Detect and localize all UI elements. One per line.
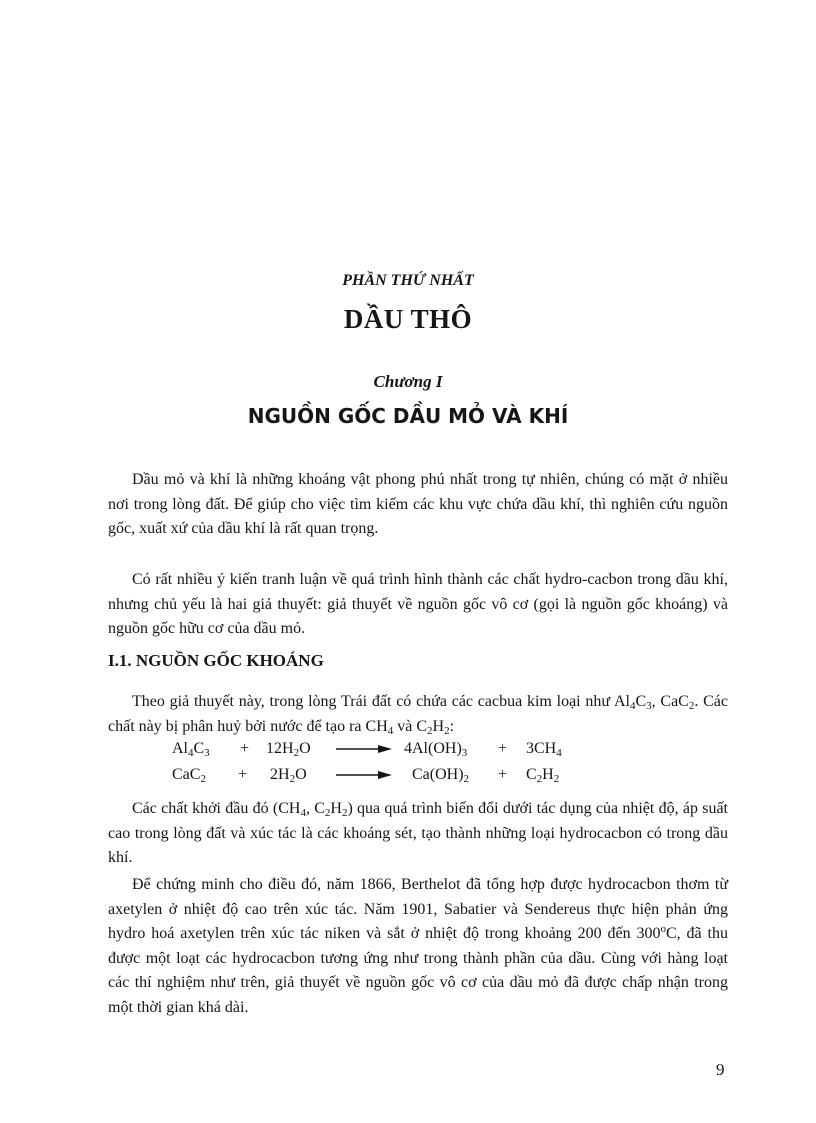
paragraph-experiments: Để chứng minh cho điều đó, năm 1866, Berthelot đã tổng hợp được hydrocacbon thơm từ axetylen ở nhiệt độ cao trên xúc tác. Năm 1901, Sabatier và Sendereus thực hiện phản ứng hydro hoá axetylen trên xúc tác niken và sắt ở nhiệt độ trong khoảng 200 đến 300$^o$C, đã thu được một loạt các hydrocacbon tương ứng như trong thành phần của dầu. Cùng với hàng loạt các thí nghiệm như trên, giả thuyết về nguồn gốc vô cơ của dầu mỏ đã được chấp nhận trong một thời gian khá dài.	[108, 876, 728, 1016]
equation-product: $4Al(OH)_3$	[404, 740, 468, 759]
equation-product: $Ca(OH)_2$	[412, 766, 470, 785]
equation-reactant: $12H_2O$	[266, 740, 311, 759]
equation-reactant: $2H_2O$	[270, 766, 307, 785]
equation-plus: +	[498, 740, 508, 757]
reaction-arrow-icon	[336, 770, 392, 780]
equation-product: $3CH_4$	[526, 740, 562, 759]
chapter-title: NGUỒN GỐC DẦU MỎ VÀ KHÍ	[247, 404, 569, 428]
chapter-label: Chương I	[373, 372, 443, 391]
reaction-arrow-icon	[336, 744, 392, 754]
equation-reactant: $Al_4C_3$	[172, 740, 210, 759]
equation-plus: +	[240, 740, 250, 757]
part-title: DẦU THÔ	[343, 304, 473, 334]
equation-plus: +	[498, 766, 508, 783]
part-label: PHẦN THỨ NHẤT	[342, 272, 474, 289]
equation-plus: +	[238, 766, 248, 783]
page-number: 9	[716, 1060, 725, 1079]
equation-reactant: CaC$_2$	[172, 766, 206, 785]
paragraph-mineral-origin: Theo giả thuyết này, trong lòng Trái đất có chứa các cacbua kim loại như $Al_4C_3$, CaC$_2$. Các chất này bị phân huỷ bởi nước để tạo ra $CH_4$ và $C_2H_2$:	[108, 693, 728, 737]
paragraph-hypotheses: Có rất nhiều ý kiến tranh luận về quá trình hình thành các chất hydro-cacbon trong dầu khí, nhưng chủ yếu là hai giả thuyết: giả thuyết về nguồn gốc vô cơ (gọi là nguồn gốc khoáng) và nguồn gốc hữu cơ của dầu mỏ.	[108, 571, 728, 637]
equation-product: $C_2H_2$	[526, 766, 560, 785]
paragraph-transformation: Các chất khởi đầu đó ($CH_4$, $C_2H_2$) qua quá trình biến đổi dưới tác dụng của nhiệt độ, áp suất cao trong lòng đất và xúc tác là các khoáng sét, tạo thành những loại hydrocacbon có trong dầu khí.	[108, 800, 728, 866]
section-heading: I.1. NGUỒN GỐC KHOÁNG	[108, 651, 324, 670]
paragraph-intro: Dầu mỏ và khí là những khoáng vật phong phú nhất trong tự nhiên, chúng có mặt ở nhiều nơi trong lòng đất. Để giúp cho việc tìm kiếm các khu vực chứa dầu khí, thì nghiên cứu nguồn gốc, xuất xứ của dầu khí là rất quan trọng.	[108, 471, 728, 537]
